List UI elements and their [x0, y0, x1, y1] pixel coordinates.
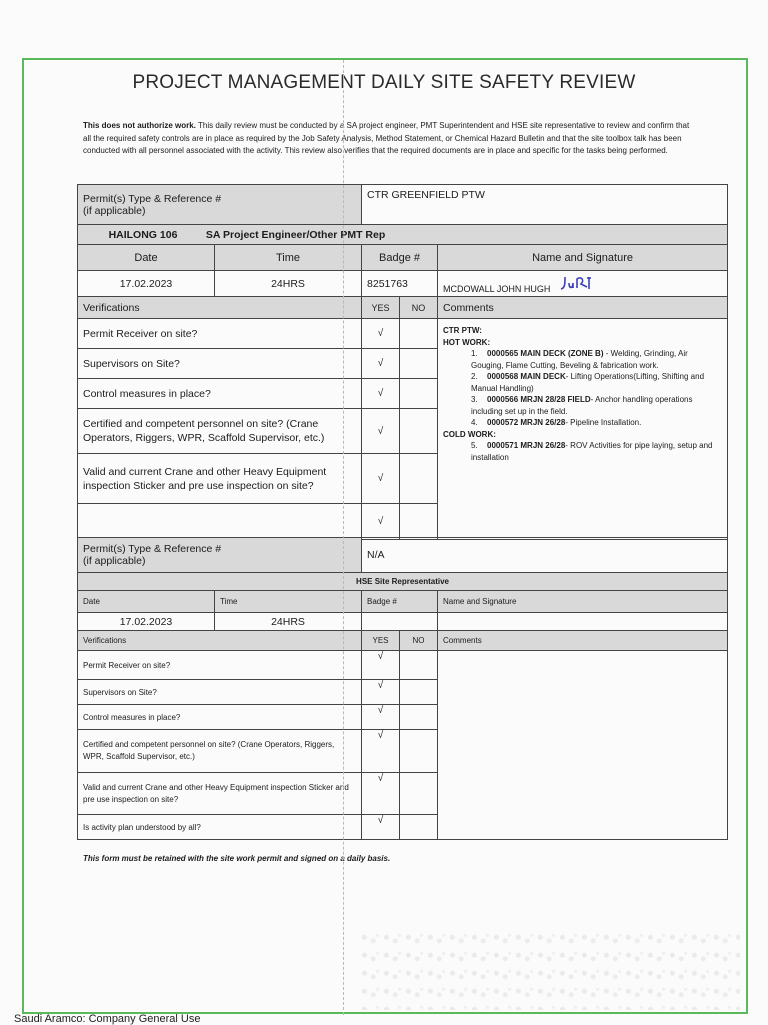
- badge-value: 8251763: [362, 271, 438, 297]
- yes-check: √: [362, 379, 400, 409]
- verification-label: [78, 504, 362, 540]
- name-header: Name and Signature: [438, 245, 728, 271]
- no-check: [400, 319, 438, 349]
- footer-note: This form must be retained with the site work permit and signed on a daily basis.: [83, 854, 391, 863]
- verifications-header: Verifications: [78, 631, 362, 651]
- verification-label: Supervisors on Site?: [78, 349, 362, 379]
- form-title: PROJECT MANAGEMENT DAILY SITE SAFETY REVIEW: [132, 72, 636, 93]
- no-check: [400, 705, 438, 730]
- rep-heading: SA Project Engineer/Other PMT Rep: [205, 228, 386, 241]
- time-value: 24HRS: [215, 271, 362, 297]
- pmt-review-table: [77, 184, 728, 540]
- signature-image: [559, 274, 599, 292]
- yes-check: √: [362, 454, 400, 504]
- rep-heading-row: [78, 225, 728, 245]
- verifications-header: Verifications: [78, 297, 362, 319]
- no-check: [400, 680, 438, 705]
- fold-line: [343, 60, 344, 1015]
- no-header: NO: [400, 297, 438, 319]
- verification-label: Permit Receiver on site?: [78, 651, 362, 680]
- yes-check: √: [362, 651, 400, 680]
- verification-row: [78, 651, 728, 680]
- verification-label: Certified and competent personnel on site? (Crane Operators, Riggers, WPR, Scaffold Supervisor, etc.): [78, 409, 362, 454]
- yes-check: √: [362, 409, 400, 454]
- no-check: [400, 773, 438, 815]
- date-header: Date: [78, 245, 215, 271]
- date-header: Date: [78, 591, 215, 613]
- comments-header: Comments: [438, 297, 728, 319]
- comments-h3: COLD WORK:: [443, 429, 496, 439]
- vessel-name: HAILONG 106: [108, 228, 178, 241]
- time-header: Time: [215, 245, 362, 271]
- permit-label-cell: [78, 538, 362, 573]
- yes-check: √: [362, 815, 400, 840]
- yes-check: √: [362, 504, 400, 540]
- no-check: [400, 349, 438, 379]
- verification-label: Is activity plan understood by all?: [78, 815, 362, 840]
- permit-value-cell: [362, 538, 728, 573]
- intro-bold: This does not authorize work.: [83, 121, 196, 130]
- comment-item: 4. 0000572 MRJN 26/28- Pipeline Installation.: [471, 418, 642, 427]
- name-header: Name and Signature: [438, 591, 728, 613]
- permit-value-cell: [362, 185, 728, 225]
- comment-item: 3. 0000566 MRJN 28/28 FIELD- Anchor handling operations including set up in the field.: [471, 395, 693, 416]
- badge-header: Badge #: [362, 591, 438, 613]
- name-signature-cell: [438, 271, 728, 297]
- yes-check: √: [362, 349, 400, 379]
- permit-value: N/A: [367, 549, 385, 561]
- badge-value: [362, 613, 438, 631]
- permit-label-cell: [78, 185, 362, 225]
- intro-text: This daily review must be conducted by a SA project engineer, PMT Superintendent and HSE site representative to review and confirm that all the required safety controls are in place as required by the Job Safety Analysis, Method Statement, or Chemical Hazard Bulletin and that the site toolbox talk has been conducted with all personnel associated with the activity. This review also verifies that the required documents are in place and specific for the tasks being performed.: [83, 121, 690, 155]
- comments-h2: HOT WORK:: [443, 337, 491, 347]
- comment-item: 2. 0000568 MAIN DECK- Lifting Operations(Lifting, Shifting and Manual Handling): [471, 372, 705, 393]
- verification-label: Control measures in place?: [78, 705, 362, 730]
- yes-check: √: [362, 319, 400, 349]
- permit-label: Permit(s) Type & Reference # (if applicable): [83, 192, 222, 217]
- no-check: [400, 379, 438, 409]
- verification-label: Control measures in place?: [78, 379, 362, 409]
- company-classification: Saudi Aramco: Company General Use: [14, 1013, 201, 1025]
- verification-label: Permit Receiver on site?: [78, 319, 362, 349]
- yes-check: √: [362, 730, 400, 773]
- comments-header: Comments: [438, 631, 728, 651]
- permit-value: CTR GREENFIELD PTW: [367, 189, 485, 201]
- name-value: MCDOWALL JOHN HUGH: [443, 283, 551, 294]
- yes-header: YES: [362, 297, 400, 319]
- permit-label: Permit(s) Type & Reference # (if applicable): [83, 543, 222, 567]
- hse-review-table: [77, 537, 728, 840]
- time-header: Time: [215, 591, 362, 613]
- verification-row: [78, 319, 728, 349]
- yes-header: YES: [362, 631, 400, 651]
- comment-item: 1. 0000565 MAIN DECK (ZONE B) - Welding, Grinding, Air Gouging, Flame Cutting, Beveling & fabrication work.: [471, 349, 688, 370]
- comments-cell: [438, 319, 728, 540]
- yes-check: √: [362, 705, 400, 730]
- scan-speckle: [360, 930, 740, 1010]
- comments-cell: [438, 651, 728, 840]
- date-value: 17.02.2023: [78, 271, 215, 297]
- yes-check: √: [362, 773, 400, 815]
- no-header: NO: [400, 631, 438, 651]
- no-check: [400, 454, 438, 504]
- yes-check: √: [362, 680, 400, 705]
- name-signature-cell: [438, 613, 728, 631]
- no-check: [400, 815, 438, 840]
- no-check: [400, 504, 438, 540]
- hse-rep-heading: HSE Site Representative: [78, 573, 728, 591]
- verification-label: Valid and current Crane and other Heavy Equipment inspection Sticker and pre use inspection on site?: [78, 773, 362, 815]
- badge-header: Badge #: [362, 245, 438, 271]
- time-value: 24HRS: [215, 613, 362, 631]
- no-check: [400, 651, 438, 680]
- no-check: [400, 409, 438, 454]
- verification-label: Certified and competent personnel on site? (Crane Operators, Riggers, WPR, Scaffold Supervisor, etc.): [78, 730, 362, 773]
- date-value: 17.02.2023: [78, 613, 215, 631]
- verification-label: Supervisors on Site?: [78, 680, 362, 705]
- no-check: [400, 730, 438, 773]
- intro-paragraph: [83, 120, 693, 158]
- comment-item: 5. 0000571 MRJN 26/28- ROV Activities for pipe laying, setup and installation: [471, 441, 713, 462]
- verification-label: Valid and current Crane and other Heavy Equipment inspection Sticker and pre use inspection on site?: [78, 454, 362, 504]
- comments-h1: CTR PTW:: [443, 326, 482, 335]
